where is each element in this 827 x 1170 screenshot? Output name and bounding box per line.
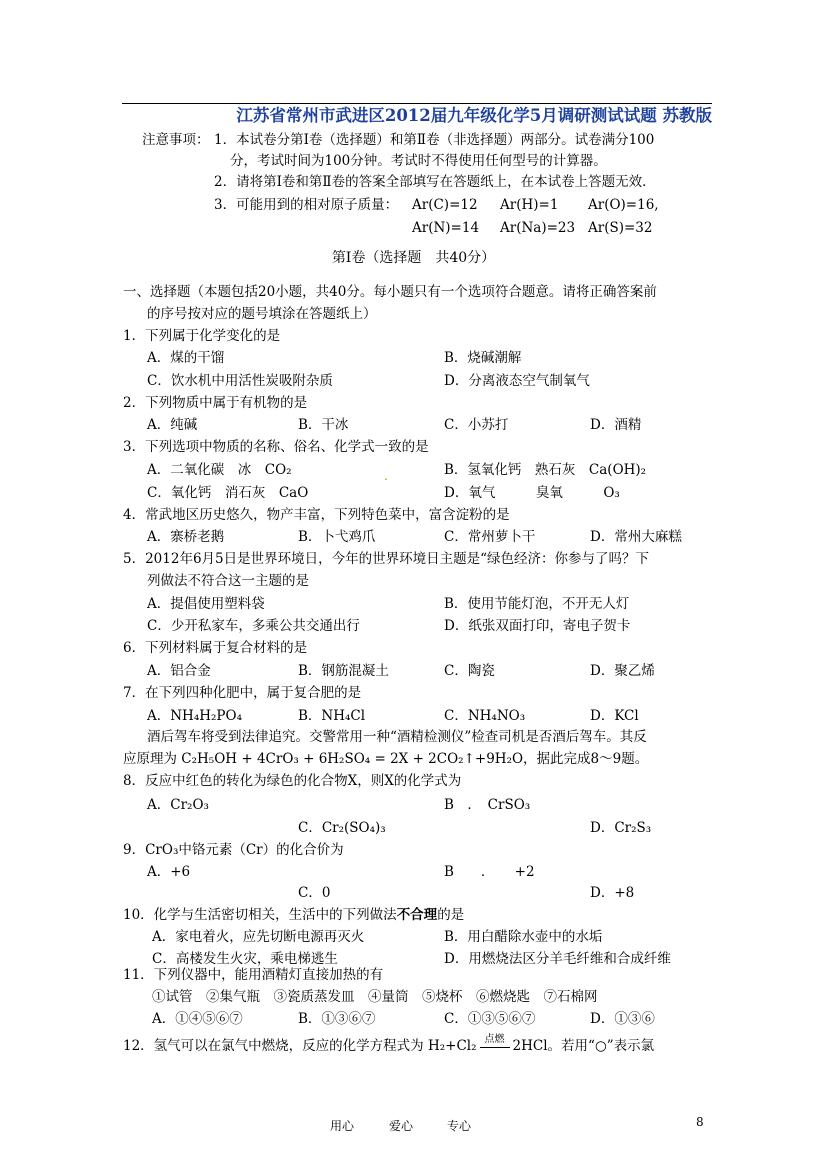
footer-text-2: 爱心 xyxy=(389,1119,414,1133)
q1-option-a: A．煤的干馏 xyxy=(147,350,225,366)
note-1b: 分，考试时间为100分钟。考试时不得使用任何型号的计算器。 xyxy=(230,153,607,169)
atomic-mass-h: Ar(H)=1 xyxy=(500,197,559,213)
page-number: 8 xyxy=(696,1115,704,1129)
atomic-mass-c: Ar(C)=12 xyxy=(412,197,478,213)
q3-stem: 3．下列选项中物质的名称、俗名、化学式一致的是 xyxy=(123,439,429,455)
q6-option-b: B．钢筋混凝土 xyxy=(298,663,389,679)
q6-option-d: D．聚乙烯 xyxy=(590,663,655,679)
q9-option-b: B ． +2 xyxy=(444,864,535,880)
atomic-mass-s: Ar(S)=32 xyxy=(588,220,653,236)
q2-option-d: D．酒精 xyxy=(590,417,642,433)
atomic-mass-n: Ar(N)=14 xyxy=(412,220,480,236)
passage-line1: 酒后驾车将受到法律追究。交警常用一种“酒精检测仪”检查司机是否酒后驾车。其反 xyxy=(147,729,647,745)
q12-stem xyxy=(123,1034,655,1055)
q1-stem: 1．下列属于化学变化的是 xyxy=(123,328,281,344)
q8-option-a: A．Cr₂O₃ xyxy=(147,797,209,813)
q10-option-d: D．用燃烧法区分羊毛纤维和合成纤维 xyxy=(444,951,671,967)
q7-option-c: C．NH₄NO₃ xyxy=(444,708,526,724)
q1-option-d: D．分离液态空气制氧气 xyxy=(444,373,590,389)
q8-option-c: C．Cr₂(SO₄)₃ xyxy=(298,820,386,836)
document-title: 江苏省常州市武进区2012届九年级化学5月调研测试试题 苏教版 xyxy=(122,103,712,126)
q10-stem-post: 的是 xyxy=(437,907,465,923)
q8-option-b: B ． CrSO₃ xyxy=(444,797,531,813)
q4-option-c: C．常州萝卜干 xyxy=(444,529,536,545)
q8-stem: 8．反应中红色的转化为绿色的化合物X，则X的化学式为 xyxy=(123,773,462,789)
q11-stem: 11．下列仪器中，能用酒精灯直接加热的有 xyxy=(123,967,384,983)
part1-instruction-b: 的序号按对应的题号填涂在答题纸上） xyxy=(147,306,377,322)
q12-stem-post: 2HCl。若用“○”表示氯 xyxy=(512,1038,655,1054)
q11-option-c: C．①③⑤⑥⑦ xyxy=(444,1011,536,1027)
q2-stem: 2．下列物质中属于有机物的是 xyxy=(123,395,308,411)
q7-option-a: A．NH₄H₂PO₄ xyxy=(147,708,242,724)
q5-option-b: B．使用节能灯泡，不开无人灯 xyxy=(444,596,630,612)
q5-option-a: A．提倡使用塑料袋 xyxy=(147,596,265,612)
q11-items: ①试管 ②集气瓶 ③瓷质蒸发皿 ④量筒 ⑤烧杯 ⑥燃烧匙 ⑦石棉网 xyxy=(152,989,598,1005)
footer-text-1: 用心 xyxy=(330,1119,355,1133)
q2-option-a: A．纯碱 xyxy=(147,417,198,433)
q8-option-d: D．Cr₂S₃ xyxy=(590,820,652,836)
atomic-mass-na: Ar(Na)=23 xyxy=(500,220,576,236)
section-title: 第Ⅰ卷（选择题 共40分） xyxy=(331,250,496,266)
q12-stem-pre: 12．氢气可以在氯气中燃烧，反应的化学方程式为 H₂+Cl₂ xyxy=(123,1038,477,1054)
q7-option-b: B．NH₄Cl xyxy=(298,708,366,724)
q7-stem: 7．在下列四种化肥中，属于复合肥的是 xyxy=(123,685,362,701)
q11-option-b: B．①③⑥⑦ xyxy=(298,1011,376,1027)
q7-option-d: D．KCl xyxy=(590,708,639,724)
q3-option-c: C．氧化钙 消石灰 CaO xyxy=(147,485,309,501)
note-3: 3．可能用到的相对原子质量： xyxy=(214,197,399,213)
note-1a: 1．本试卷分第Ⅰ卷（选择题）和第Ⅱ卷（非选择题）两部分。试卷满分100 xyxy=(214,132,655,148)
q9-stem: 9．CrO₃中铬元素（Cr）的化合价为 xyxy=(123,842,344,858)
q10-stem-pre: 10．化学与生活密切相关，生活中的下列做法 xyxy=(123,907,397,923)
q6-option-c: C．陶瓷 xyxy=(444,663,495,679)
q4-stem: 4．常武地区历史悠久，物产丰富，下列特色菜中，富含淀粉的是 xyxy=(123,507,510,523)
q5-stem-line1: 5．2012年6月5日是世界环境日，今年的世界环境日主题是“绿色经济：你参与了吗？下 xyxy=(123,551,650,567)
q1-option-b: B．烧碱潮解 xyxy=(444,350,522,366)
q10-option-c: C．高楼发生火灾，乘电梯逃生 xyxy=(152,951,338,967)
q5-stem-line2: 列做法不符合这一主题的是 xyxy=(147,573,309,589)
reaction-condition: 点燃 xyxy=(484,1034,505,1045)
q3-option-d: D．氧气 臭氧 O₃ xyxy=(444,485,620,501)
q10-option-a: A．家电着火，应先切断电源再灭火 xyxy=(152,929,365,945)
footer-text-3: 专心 xyxy=(447,1119,472,1133)
q11-option-d: D．①③⑥ xyxy=(590,1011,655,1027)
q5-option-c: C．少开私家车，多乘公共交通出行 xyxy=(147,618,360,634)
q10-option-b: B．用白醋除水壶中的水垢 xyxy=(444,929,603,945)
q1-option-c: C．饮水机中用活性炭吸附杂质 xyxy=(147,373,333,389)
notes-label: 注意事项： xyxy=(142,132,210,148)
q5-option-d: D．纸张双面打印，寄电子贺卡 xyxy=(444,618,631,634)
q4-option-b: B．卜弋鸡爪 xyxy=(298,529,376,545)
reaction-arrow xyxy=(480,1034,510,1048)
q3-option-b: B．氢氧化钙 熟石灰 Ca(OH)₂ xyxy=(444,462,647,478)
passage-line2: 应原理为 C₂H₅OH + 4CrO₃ + 6H₂SO₄ = 2X + 2CO₂↑+9H₂O，据此完成8～9题。 xyxy=(123,751,649,767)
q9-option-a: A．+6 xyxy=(147,864,191,880)
q3-option-a: A．二氧化碳 冰 CO₂ xyxy=(147,462,292,478)
q2-option-b: B．干冰 xyxy=(298,417,349,433)
q6-stem: 6．下列材料属于复合材料的是 xyxy=(123,640,308,656)
q6-option-a: A．铝合金 xyxy=(147,663,211,679)
q4-option-d: D．常州大麻糕 xyxy=(590,529,682,545)
part1-instruction-a: 一、选择题（本题包括20小题，共40分。每小题只有一个选项符合题意。请将正确答案前 xyxy=(123,284,657,300)
note-2: 2．请将第Ⅰ卷和第Ⅱ卷的答案全部填写在答题纸上，在本试卷上答题无效． xyxy=(214,174,656,190)
q11-option-a: A．①④⑤⑥⑦ xyxy=(152,1011,243,1027)
q10-stem xyxy=(123,906,464,924)
q9-option-d: D．+8 xyxy=(590,885,635,901)
q10-stem-emphasis: 不合理 xyxy=(396,907,438,923)
q4-option-a: A．寨桥老鹅 xyxy=(147,529,225,545)
atomic-mass-o: Ar(O)=16, xyxy=(588,197,659,213)
q9-option-c: C．0 xyxy=(298,885,331,901)
q2-option-c: C．小苏打 xyxy=(444,417,509,433)
decorative-dot: . xyxy=(384,469,389,484)
